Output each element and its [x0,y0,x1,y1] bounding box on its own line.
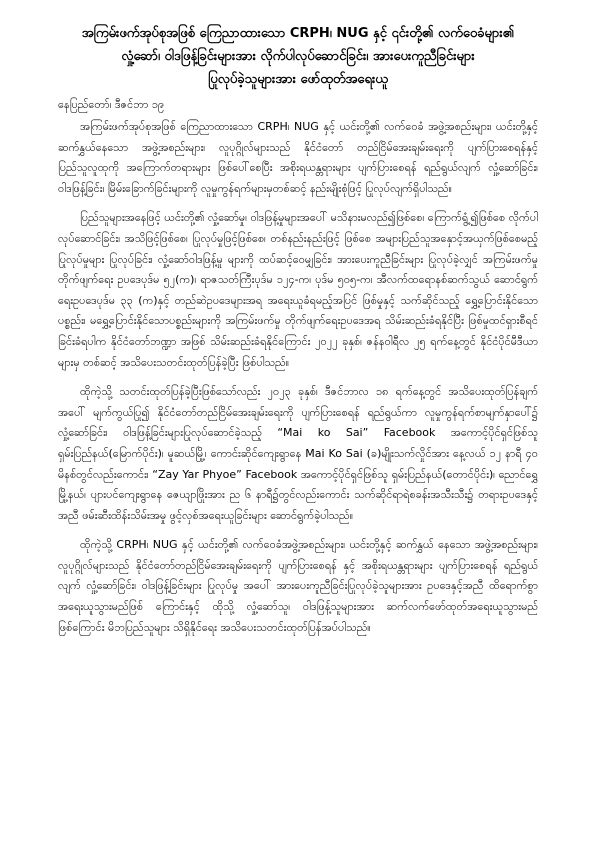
paragraph-2: ပြည်သူများအနေဖြင့် ယင်းတို့၏ လှုံ့ဆော်မှု၊ ဝါဒဖြန့်မှုများအပေါ် မသိနားမလည်၍ဖြစ်စေ၊ ကြောက်ရွံ့၍ဖြစ်စေ လိုက်ပါလုပ်ဆောင်ခြင်း၊ အသိဖြင့်ဖြစ်စေ၊ ပြုလုပ်မှုဖြင့်ဖြစ်စေ၊ တစ်နည်းနည်းဖြင့် ဖြစ်စေ အများပြည်သူအနှောင့်အယှက်ဖြစ်စေမည့် ပြုလုပ်မှုများ ပြုလုပ်ခြင်း၊ လှုံ့ဆော်ဝါဒဖြန့်မှု များကို ထပ်ဆင့်ဝေမျှခြင်း၊ အားပေးကူညီခြင်းများ ပြုလုပ်ခဲ့လျှင် အကြမ်းဖက်မှုတိုက်ဖျက်ရေး ဥပဒေပုဒ်မ ၅၂(က)၊ ရာဇသတ်ကြီးပုဒ်မ ၁၂၄-က၊ ပုဒ်မ ၅၀၅-က၊ အီလက်ထရောနစ်ဆက်သွယ် ဆောင်ရွက်ရေးဥပဒေပုဒ်မ ၃၃ (က)နှင့် တည်ဆဲဥပဒေများအရ အရေးယူခံရမည့်အပြင် ဖြစ်မှုနှင့် သက်ဆိုင်သည့် ရွှေ့ပြောင်းနိုင်သောပစ္စည်း၊ မရွှေ့ပြောင်းနိုင်သောပစ္စည်းများကို အကြမ်းဖက်မှု တိုက်ဖျက်ရေးဥပဒေအရ သိမ်းဆည်းခံရနိုင်ပြီး ဖြစ်မှုထင်ရှားစီရင်ခြင်းခံရပါက နိုင်ငံတော်ဘဏ္ဍာ အဖြစ် သိမ်းဆည်းခံရနိုင်ကြောင်း ၂၀၂၂ ခုနှစ်၊ ဇန်နဝါရီလ ၂၅ ရက်နေ့တွင် နိုင်ငံပိုင်မီဒီယာများမှ တစ်ဆင့် အသိပေးသတင်းထုတ်ပြန်ခဲ့ပြီး ဖြစ်ပါသည်။ [58,211,538,369]
paragraph-3: ထိုကဲ့သို့ သတင်းထုတ်ပြန်ခဲ့ပြီးဖြစ်သော်လည်း ၂၀၂၃ ခုနှစ်၊ ဒီဇင်ဘာလ ၁၈ ရက်နေ့တွင် အသိပေးထုတ်ပြန်ချက်အပေါ် မျက်ကွယ်ပြု၍ နိုင်ငံတော်တည်ငြိမ်အေးချမ်းရေးကို ပျက်ပြားစေရန် ရည်ရွယ်ကာ လူမှုကွန်ရက်စာမျက်နှာပေါ်၌ လှုံ့ဆော်ခြင်း၊ ဝါဒဖြန့်ခြင်းများပြုလုပ်ဆောင်ခဲ့သည့် “Mai ko Sai” Facebook အကောင့်ပိုင်ရှင်ဖြစ်သူ ရှမ်းပြည်နယ်(မြောက်ပိုင်း)၊ မူဆယ်မြို့၊ ကောင်းဆိုင်ကျေးရွာနေ Mai Ko Sai (ခ)မျိုးသက်လှိုင်အား နေ့လယ် ၁၂ နာရီ ၄၀ မိနစ်တွင်လည်းကောင်း၊ “Zay Yar Phyoe” Facebook အကောင့်ပိုင်ရှင်ဖြစ်သူ ရှမ်းပြည်နယ်(တောင်ပိုင်း)၊ ညောင်ရွှေမြို့နယ်၊ ပျားပင်ကျေးရွာနေ ဇေယျာဖြိုးအား ည ၆ နာရီ၌တွင်လည်းကောင်း သက်ဆိုင်ရာရဲစခန်းအသီးသီး၌ တရားဥပဒေနှင့်အညီ ဖမ်းဆီးထိန်းသိမ်းအမှု ဖွင့်လှစ်အရေးယူခြင်းများ ဆောင်ရွက်ခဲ့ပါသည်။ [58,385,538,522]
title-line-3: ပြုလုပ်ခဲ့သူများအား ဖော်ထုတ်အရေးယူ [208,72,388,87]
paragraph-1: အကြမ်းဖက်အုပ်စုအဖြစ် ကြေညာထားသော CRPH၊ NUG နှင့် ယင်းတို့၏ လက်ဝေခံ အဖွဲ့အစည်းများ၊ ယင်းတို့နှင့် ဆက်နွှယ်နေသော အဖွဲ့အစည်းများ၊ လူပုဂ္ဂိုလ်များသည် နိုင်ငံတော် တည်ငြိမ်အေးချမ်းရေးကို ပျက်ပြားစေရန်နှင့် ပြည်သူလူထုကို အကြောက်တရားများ ဖြစ်ပေါ်စေပြီး အစိုးရယန္တရားများ ပျက်ပြားစေရန် ရည်ရွယ်လျက် လှုံ့ဆော်ခြင်း၊ ဝါဒဖြန့်ခြင်း၊ မြိမ်းခြောက်ခြင်းများကို လူမှုကွန်ရက်များမှတစ်ဆင့် နည်းမျိုးစုံဖြင့် ပြုလုပ်လျက်ရှိပါသည်။ [58,120,538,195]
title-line-1: အကြမ်းဖက်အုပ်စုအဖြစ် ကြေညာထားသော CRPH၊ NUG နှင့် ၎င်းတို့၏ လက်ဝေခံများ၏ [81,26,515,41]
title-line-2: လှုံ့ဆော်၊ ဝါဒဖြန့်ခြင်းများအား လိုက်ပါလုပ်ဆောင်ခြင်း၊ အားပေးကူညီခြင်းများ [121,49,475,64]
paragraph-4: ထိုကဲ့သို့ CRPH၊ NUG နှင့် ယင်းတို့၏ လက်ဝေခံအဖွဲ့အစည်းများ၊ ယင်းတို့နှင့် ဆက်နွှယ် နေသော အဖွဲ့အစည်းများ၊ လူပုဂ္ဂိုလ်များသည် နိုင်ငံတော်တည်ငြိမ်အေးချမ်းရေးကို ပျက်ပြားစေရန် နှင့် အစိုးရယန္တရားများ ပျက်ပြားစေရန် ရည်ရွယ်လျက် လှုံ့ဆော်ခြင်း၊ ဝါဒဖြန့်ခြင်းများ ပြုလုပ်မှု အပေါ် အားပေးကူညီခြင်းပြုလုပ်ခဲ့သူများအား ဥပဒေနှင့်အညီ ထိရောက်စွာ အရေးယူသွားမည်ဖြစ် ကြောင်းနှင့် ထိုသို့ လှုံ့ဆော်သူ၊ ဝါဒဖြန့်သူများအား ဆက်လက်ဖော်ထုတ်အရေးယူသွားမည်ဖြစ်ကြောင်း မိဘပြည်သူများ သိရှိနိုင်ရေး အသိပေးသတင်းထုတ်ပြန်အပ်ပါသည်။ [58,538,538,634]
document-title [58,22,538,91]
dateline: နေပြည်တော်၊ ဒီဇင်ဘာ ၁၉ [58,98,165,111]
